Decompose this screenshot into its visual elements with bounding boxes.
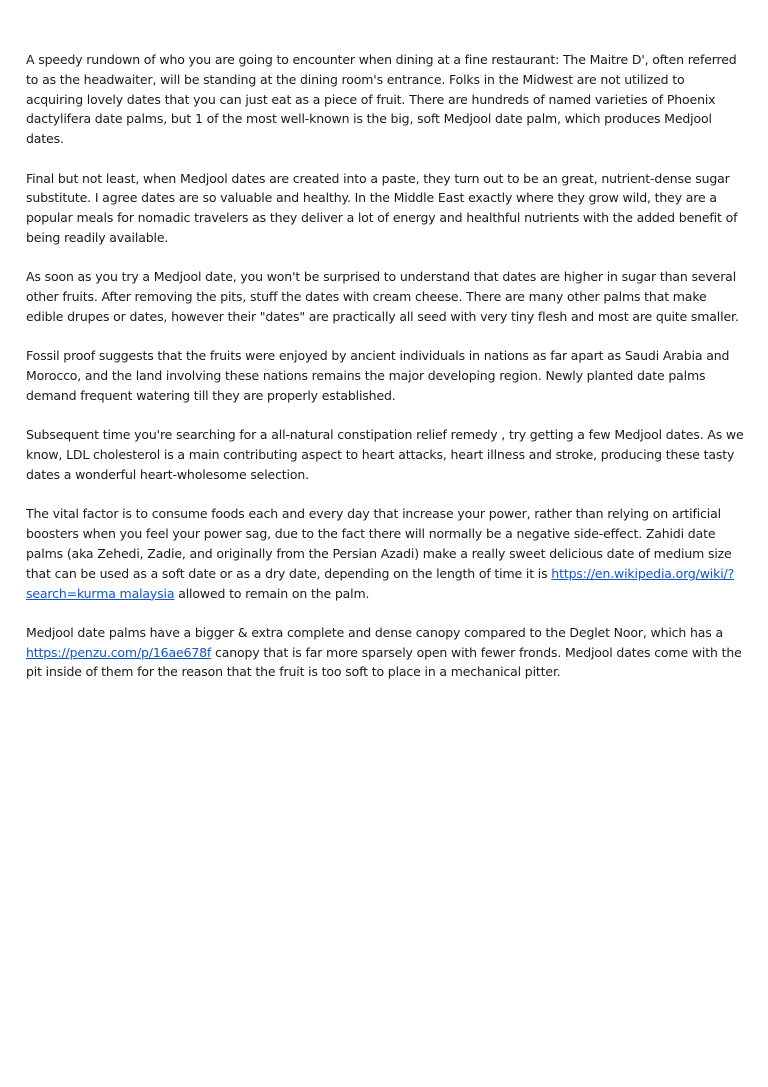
- paragraph-7: [26, 623, 744, 682]
- paragraph-6-text-before: The vital factor is to consume foods each and every day that increase your power, rather than relying on artificial boosters when you feel your power sag, due to the fact there will normally be a negative side-effect. Zahidi date palms (aka Zehedi, Zadie, and originally from the Persian Azadi) make a really sweet delicious date of medium size that can be used as a soft date or as a dry date, depending on the length of time it is: [26, 506, 732, 581]
- paragraph-3: As soon as you try a Medjool date, you won't be surprised to understand that dates are higher in sugar than several other fruits. After removing the pits, stuff the dates with cream cheese. There are many other palms that make edible drupes or dates, however their "dates" are practically all seed with very tiny flesh and most are quite smaller.: [26, 269, 739, 324]
- paragraph-6: [26, 504, 744, 603]
- penzu-link[interactable]: https://penzu.com/p/16ae678f: [26, 644, 212, 660]
- paragraph-7-text-after: canopy that is far more sparsely open with fewer fronds. Medjool dates come with the pit inside of them for the reason that the fruit is too soft to place in a mechanical pitter.: [26, 644, 742, 680]
- paragraph-2: Final but not least, when Medjool dates are created into a paste, they turn out to be an great, nutrient-dense sugar substitute. I agree dates are so valuable and healthy. In the Middle East exactly where they grow wild, they are a popular meals for nomadic travelers as they deliver a lot of energy and healthful nutrients with the added benefit of being readily available.: [26, 170, 738, 245]
- paragraph-7-text-before: Medjool date palms have a bigger & extra complete and dense canopy compared to the Deglet Noor, which has a: [26, 624, 723, 640]
- paragraph-6-text-after: allowed to remain on the palm.: [174, 585, 370, 601]
- paragraph-5: Subsequent time you're searching for a all-natural constipation relief remedy , try getting a few Medjool dates. As we know, LDL cholesterol is a main contributing aspect to heart attacks, heart illness and stroke, producing these tasty dates a wonderful heart-wholesome selection.: [26, 427, 744, 482]
- document-page: [26, 50, 744, 702]
- wikipedia-link[interactable]: https://en.wikipedia.org/wiki/?search=kurma malaysia: [26, 565, 735, 601]
- paragraph-1: A speedy rundown of who you are going to encounter when dining at a fine restaurant: The Maitre D', often referred to as the headwaiter, will be standing at the dining room's entrance. Folks in the Midwest are not utilized to acquiring lovely dates that you can just eat as a piece of fruit. There are hundreds of named varieties of Phoenix dactylifera date palms, but 1 of the most well-known is the big, soft Medjool date palm, which produces Medjool dates.: [26, 52, 737, 147]
- paragraph-4: Fossil proof suggests that the fruits were enjoyed by ancient individuals in nations as far apart as Saudi Arabia and Morocco, and the land involving these nations remains the major developing region. Newly planted date palms demand frequent watering till they are properly established.: [26, 348, 730, 403]
